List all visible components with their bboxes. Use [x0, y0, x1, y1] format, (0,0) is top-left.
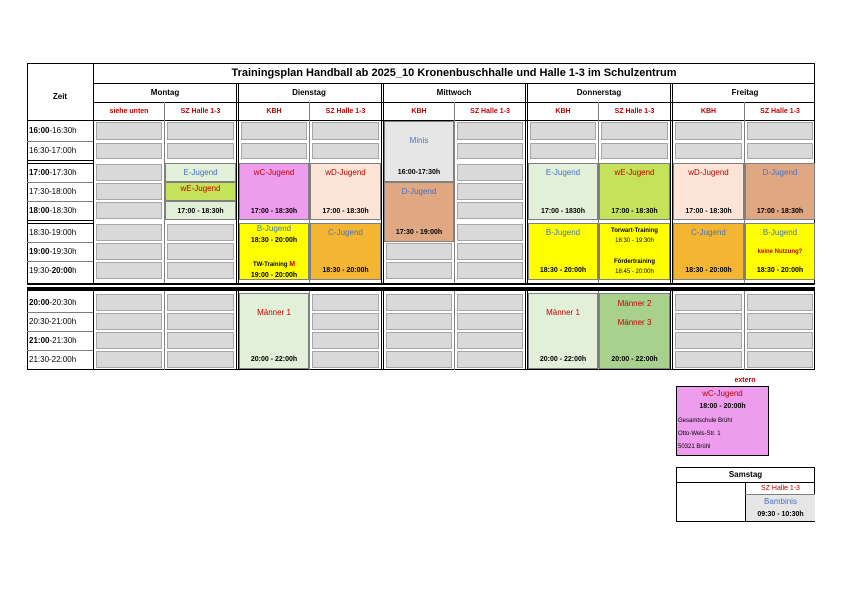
- hall-freitag-1: KBH: [700, 108, 717, 115]
- freitag-d-jugend-time: 17:00 - 18:30h: [756, 208, 804, 215]
- extern-address-1: Gesamtschule Brühl: [678, 418, 733, 424]
- hall-donnerstag-1: KBH: [555, 108, 571, 115]
- donnerstag-torwart-label: Torwart-Training: [611, 228, 658, 234]
- day-donnerstag: Donnerstag: [576, 88, 622, 97]
- donnerstag-maenner-1-label: Männer 1: [546, 308, 580, 317]
- zeit-label: Zeit: [52, 92, 68, 101]
- time-1700: 17:00-17:30h: [29, 168, 77, 177]
- donnerstag-b-jugend-label: B-Jugend: [545, 228, 581, 237]
- extern-time: 18:00 - 20:00h: [699, 403, 746, 410]
- time-1900: 19:00-19:30h: [29, 247, 77, 256]
- freitag-wd-jugend-label: wD-Jugend: [688, 168, 729, 177]
- empty-slot: [457, 164, 523, 181]
- empty-slot: [747, 332, 813, 349]
- hall-donnerstag-2: SZ Halle 1-3: [614, 108, 655, 115]
- empty-slot: [96, 351, 162, 368]
- empty-slot: [312, 294, 379, 311]
- time-1830: 18:30-19:00h: [29, 228, 77, 237]
- dienstag-maenner-1-time: 20:00 - 22:00h: [250, 356, 298, 363]
- empty-slot: [386, 243, 452, 260]
- empty-slot: [312, 313, 379, 330]
- empty-slot: [167, 294, 234, 311]
- empty-slot: [312, 351, 379, 368]
- donnerstag-foerder-label: Fördertraining: [613, 259, 655, 265]
- empty-slot: [457, 351, 523, 368]
- montag-we-jugend-label: wE-Jugend: [180, 184, 221, 193]
- empty-slot: [167, 224, 234, 241]
- dienstag-b-jugend-label: B-Jugend: [256, 224, 292, 233]
- dienstag-wd-jugend-label: wD-Jugend: [325, 168, 366, 177]
- donnerstag-b-jugend-time: 18:30 - 20:00h: [539, 267, 587, 274]
- empty-slot: [96, 143, 162, 159]
- empty-slot: [747, 313, 813, 330]
- empty-slot: [601, 143, 668, 159]
- empty-slot: [530, 143, 596, 159]
- empty-slot: [386, 294, 452, 311]
- empty-slot: [675, 122, 742, 140]
- empty-slot: [601, 122, 668, 140]
- empty-slot: [312, 332, 379, 349]
- empty-slot: [530, 122, 596, 140]
- day-freitag: Freitag: [731, 88, 759, 97]
- empty-slot: [747, 143, 813, 159]
- freitag-wd-jugend-time: 17:00 - 18:30h: [685, 208, 732, 215]
- empty-slot: [457, 224, 523, 241]
- freitag-c-jugend-label: C-Jugend: [691, 228, 726, 237]
- empty-slot: [312, 143, 379, 159]
- empty-slot: [457, 294, 523, 311]
- freitag-b-jugend-label: B-Jugend: [762, 228, 798, 237]
- donnerstag-maenner-2-label: Männer 2: [617, 299, 652, 308]
- dienstag-tw-training-time: 19:00 - 20:00h: [250, 272, 298, 279]
- hall-dienstag-1: KBH: [266, 108, 282, 115]
- empty-slot: [167, 313, 234, 330]
- hall-dienstag-2: SZ Halle 1-3: [325, 108, 366, 115]
- empty-slot: [457, 243, 523, 260]
- empty-slot: [167, 332, 234, 349]
- dienstag-wd-jugend-time: 17:00 - 18:30h: [322, 208, 369, 215]
- extern-label: extern: [734, 377, 756, 384]
- empty-slot: [747, 122, 813, 140]
- empty-slot: [386, 262, 452, 279]
- empty-slot: [96, 332, 162, 349]
- empty-slot: [457, 183, 523, 200]
- donnerstag-we-jugend-time: 17:00 - 18:30h: [611, 208, 658, 215]
- time-1730: 17:30-18:00h: [29, 187, 77, 196]
- empty-slot: [167, 351, 234, 368]
- empty-slot: [457, 313, 523, 330]
- empty-slot: [96, 313, 162, 330]
- page-title: Trainingsplan Handball ab 2025_10 Kronenbuschhalle und Halle 1-3 im Schulzentrum: [231, 67, 677, 79]
- donnerstag-maenner-time: 20:00 - 22:00h: [611, 356, 658, 363]
- donnerstag-maenner-3-label: Männer 3: [617, 318, 652, 327]
- mittwoch-minis-time: 16:00-17:30h: [397, 169, 441, 176]
- samstag-time: 09:30 - 10:30h: [757, 511, 804, 518]
- freitag-d-jugend-label: D-Jugend: [762, 168, 798, 177]
- samstag-bambinis: Bambinis: [764, 497, 797, 506]
- time-2130: 21:30-22:00h: [29, 355, 77, 364]
- donnerstag-maenner-1-time: 20:00 - 22:00h: [539, 356, 587, 363]
- montag-sz-time: 17:00 - 18:30h: [177, 208, 224, 215]
- empty-slot: [457, 143, 523, 159]
- donnerstag-foerder-time: 18:45 - 20:00h: [615, 269, 654, 275]
- empty-slot: [747, 351, 813, 368]
- empty-slot: [675, 294, 742, 311]
- mittwoch-d-jugend-time: 17:30 - 19:00h: [395, 229, 443, 236]
- extern-address-2: Otto-Wels-Str. 1: [678, 431, 721, 437]
- hall-freitag-2: SZ Halle 1-3: [760, 108, 800, 115]
- montag-e-jugend-label: E-Jugend: [183, 168, 218, 177]
- empty-slot: [167, 122, 234, 140]
- empty-slot: [241, 122, 307, 140]
- empty-slot: [675, 313, 742, 330]
- mittwoch-minis-label: Minis: [409, 136, 429, 145]
- empty-slot: [167, 243, 234, 260]
- mittwoch-d-jugend-label: D-Jugend: [401, 187, 437, 196]
- freitag-b-jugend-note: keine Nutzung?: [757, 249, 803, 255]
- empty-slot: [96, 183, 162, 200]
- day-mittwoch: Mittwoch: [436, 88, 472, 97]
- empty-slot: [96, 243, 162, 260]
- empty-slot: [386, 351, 452, 368]
- dienstag-maenner-1-label: Männer 1: [257, 308, 291, 317]
- empty-slot: [96, 294, 162, 311]
- time-1800: 18:00-18:30h: [29, 206, 77, 215]
- empty-slot: [747, 294, 813, 311]
- day-montag: Montag: [150, 88, 180, 97]
- donnerstag-e-jugend-label: E-Jugend: [545, 168, 581, 177]
- hall-montag-2: SZ Halle 1-3: [180, 108, 221, 115]
- time-1930: 19:30-20:00h: [29, 266, 77, 275]
- time-2000: 20:00-20:30h: [29, 298, 77, 307]
- dienstag-tw-training-label: TW-Training M: [252, 261, 296, 268]
- day-dienstag: Dienstag: [292, 88, 326, 97]
- dienstag-c-jugend-time: 18:30 - 20:00h: [322, 267, 369, 274]
- hall-mittwoch-1: KBH: [411, 108, 427, 115]
- empty-slot: [96, 202, 162, 219]
- donnerstag-torwart-time: 18:30 - 19:30h: [615, 238, 654, 244]
- empty-slot: [675, 332, 742, 349]
- empty-slot: [167, 262, 234, 279]
- samstag-hall: SZ Halle 1-3: [761, 485, 800, 492]
- time-2100: 21:00-21:30h: [29, 336, 77, 345]
- empty-slot: [675, 351, 742, 368]
- empty-slot: [96, 164, 162, 181]
- empty-slot: [386, 313, 452, 330]
- empty-slot: [96, 224, 162, 241]
- empty-slot: [241, 143, 307, 159]
- empty-slot: [167, 143, 234, 159]
- donnerstag-we-jugend-label: wE-Jugend: [614, 168, 655, 177]
- empty-slot: [96, 122, 162, 140]
- hall-mittwoch-2: SZ Halle 1-3: [470, 108, 510, 115]
- time-2030: 20:30-21:00h: [29, 317, 77, 326]
- dienstag-wc-jugend-time: 17:00 - 18:30h: [250, 208, 298, 215]
- time-1630: 16:30-17:00h: [29, 146, 77, 155]
- empty-slot: [312, 122, 379, 140]
- extern-address-3: 50321 Brühl: [678, 444, 711, 450]
- empty-slot: [457, 262, 523, 279]
- empty-slot: [96, 262, 162, 279]
- empty-slot: [457, 122, 523, 140]
- empty-slot: [675, 143, 742, 159]
- time-1600: 16:00-16:30h: [29, 126, 77, 135]
- empty-slot: [386, 332, 452, 349]
- dienstag-c-jugend-label: C-Jugend: [328, 228, 363, 237]
- extern-team: wC-Jugend: [702, 389, 743, 398]
- dienstag-wc-jugend-label: wC-Jugend: [253, 168, 295, 177]
- freitag-c-jugend-time: 18:30 - 20:00h: [685, 267, 732, 274]
- freitag-b-jugend-time: 18:30 - 20:00h: [756, 267, 804, 274]
- donnerstag-e-jugend-time: 17:00 - 1830h: [541, 208, 585, 215]
- dienstag-b-jugend-time: 18:30 - 20:00h: [250, 237, 298, 244]
- samstag-label: Samstag: [728, 470, 763, 479]
- empty-slot: [457, 332, 523, 349]
- empty-slot: [457, 202, 523, 219]
- hall-montag-1: siehe unten: [109, 108, 149, 115]
